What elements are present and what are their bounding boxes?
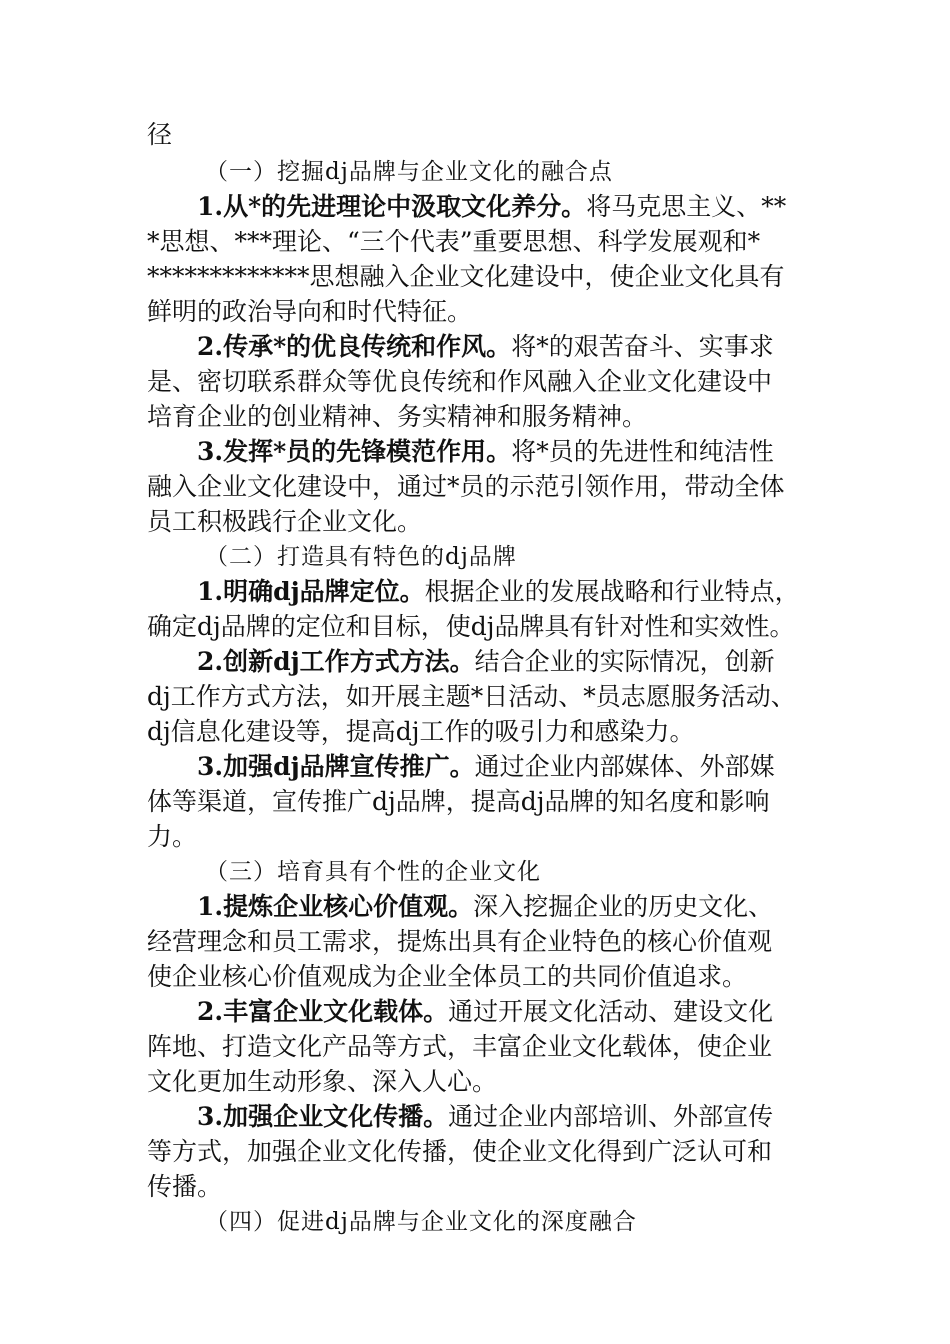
text-span: 将*员的先进性和纯洁性 bbox=[511, 437, 774, 466]
bold-lead: 3.加强企业文化传播。 bbox=[197, 1102, 449, 1131]
text-line bbox=[147, 680, 796, 714]
text-line bbox=[197, 575, 800, 609]
text-line bbox=[147, 610, 795, 644]
text-span: 将*的艰苦奋斗、实事求 bbox=[511, 332, 774, 361]
text-span: 员工积极践行企业文化。 bbox=[147, 507, 423, 536]
bold-lead: 3.加强dj品牌宣传推广。 bbox=[197, 752, 475, 781]
text-line bbox=[147, 785, 770, 819]
text-line bbox=[147, 400, 647, 434]
text-span: 是、密切联系群众等优良传统和作风融入企业文化建设中 bbox=[147, 367, 773, 396]
text-line bbox=[147, 820, 197, 854]
text-span: 培育企业的创业精神、务实精神和服务精神。 bbox=[147, 402, 648, 431]
text-line bbox=[147, 365, 772, 399]
text-line bbox=[197, 645, 775, 679]
text-span: 将马克思主义、** bbox=[586, 192, 787, 221]
text-span: *思想、***理论、“三个代表”重要思想、科学发展观和* bbox=[147, 227, 761, 256]
text-line bbox=[197, 890, 773, 924]
text-span: 通过开展文化活动、建设文化 bbox=[448, 997, 774, 1026]
text-span: 鲜明的政治导向和时代特征。 bbox=[147, 297, 473, 326]
text-line bbox=[147, 715, 695, 749]
bold-lead: 1.从*的先进理论中汲取文化养分。 bbox=[197, 192, 587, 221]
text-span: 结合企业的实际情况，创新 bbox=[474, 647, 775, 676]
text-span: 力。 bbox=[147, 822, 198, 851]
section-heading bbox=[205, 540, 517, 574]
text-line bbox=[197, 190, 786, 224]
text-span: （三）培育具有个性的企业文化 bbox=[205, 859, 541, 885]
text-span: 融入企业文化建设中，通过*员的示范引领作用，带动全体 bbox=[147, 472, 785, 501]
text-span: 径 bbox=[147, 120, 173, 149]
section-heading bbox=[205, 855, 541, 889]
text-span: （四）促进dj品牌与企业文化的深度融合 bbox=[205, 1209, 637, 1235]
text-span: 确定dj品牌的定位和目标，使dj品牌具有针对性和实效性。 bbox=[147, 612, 795, 641]
text-span: 使企业核心价值观成为企业全体员工的共同价值追求。 bbox=[147, 962, 748, 991]
section-heading bbox=[205, 155, 613, 189]
text-span: 等方式，加强企业文化传播，使企业文化得到广泛认可和 bbox=[147, 1137, 773, 1166]
text-line bbox=[147, 260, 785, 294]
text-line bbox=[147, 925, 772, 959]
text-line bbox=[147, 960, 747, 994]
text-line bbox=[147, 1030, 772, 1064]
text-span: 根据企业的发展战略和行业特点， bbox=[424, 577, 800, 606]
bold-lead: 2.创新dj工作方式方法。 bbox=[197, 647, 475, 676]
bold-lead: 2.丰富企业文化载体。 bbox=[197, 997, 449, 1026]
text-line bbox=[197, 435, 774, 469]
text-line bbox=[147, 225, 760, 259]
bold-lead: 1.明确dj品牌定位。 bbox=[197, 577, 425, 606]
text-span: 通过企业内部培训、外部宣传 bbox=[448, 1102, 774, 1131]
text-span: 体等渠道，宣传推广dj品牌，提高dj品牌的知名度和影响 bbox=[147, 787, 770, 816]
text-line bbox=[147, 1170, 222, 1204]
text-line bbox=[147, 1065, 497, 1099]
text-span: 阵地、打造文化产品等方式，丰富企业文化载体，使企业 bbox=[147, 1032, 773, 1061]
text-span: dj工作方式方法，如开展主题*日活动、*员志愿服务活动、 bbox=[147, 682, 796, 711]
text-line bbox=[147, 295, 472, 329]
text-line bbox=[147, 118, 172, 152]
text-span: 文化更加生动形象、深入人心。 bbox=[147, 1067, 498, 1096]
section-heading bbox=[205, 1205, 637, 1239]
text-span: 深入挖掘企业的历史文化、 bbox=[473, 892, 774, 921]
text-line bbox=[197, 995, 773, 1029]
text-span: dj信息化建设等，提高dj工作的吸引力和感染力。 bbox=[147, 717, 695, 746]
text-span: 通过企业内部媒体、外部媒 bbox=[474, 752, 775, 781]
text-span: 经营理念和员工需求，提炼出具有企业特色的核心价值观 bbox=[147, 927, 773, 956]
text-span: （二）打造具有特色的dj品牌 bbox=[205, 544, 517, 570]
text-line bbox=[147, 1135, 772, 1169]
text-line bbox=[147, 505, 422, 539]
text-line bbox=[147, 470, 785, 504]
text-line bbox=[197, 750, 775, 784]
text-line bbox=[197, 330, 774, 364]
text-span: （一）挖掘dj品牌与企业文化的融合点 bbox=[205, 159, 613, 185]
bold-lead: 2.传承*的优良传统和作风。 bbox=[197, 332, 512, 361]
text-line bbox=[197, 1100, 773, 1134]
bold-lead: 3.发挥*员的先锋模范作用。 bbox=[197, 437, 512, 466]
bold-lead: 1.提炼企业核心价值观。 bbox=[197, 892, 474, 921]
text-span: 传播。 bbox=[147, 1172, 223, 1201]
text-span: *************思想融入企业文化建设中，使企业文化具有 bbox=[147, 262, 785, 291]
